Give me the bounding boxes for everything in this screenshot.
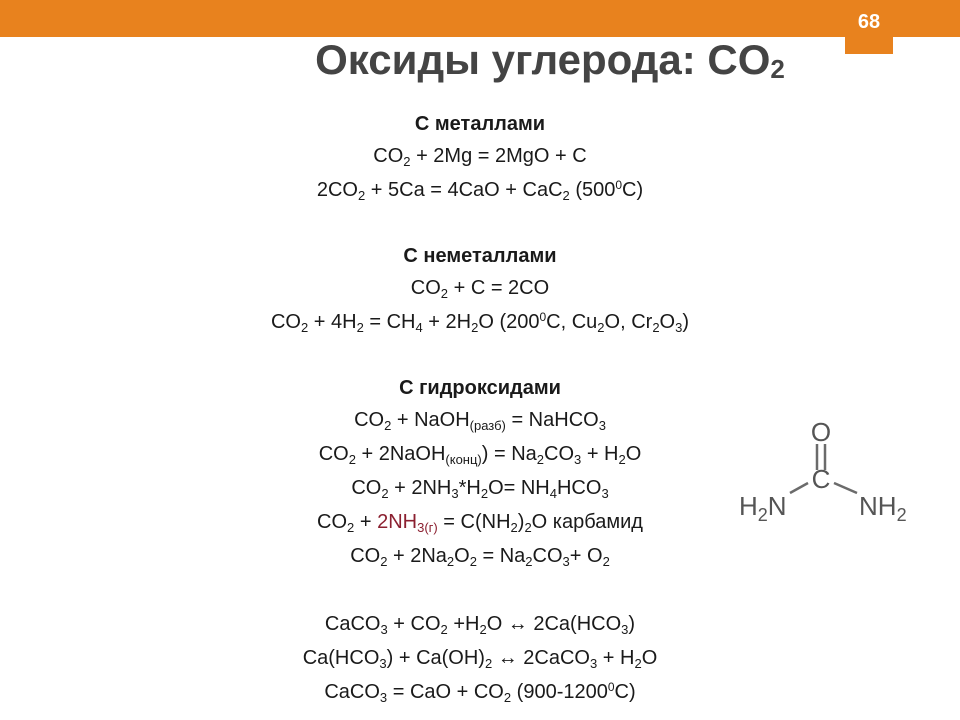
heading-hydroxides: С гидроксидами	[399, 377, 561, 399]
spacer	[0, 339, 960, 373]
urea-structure-diagram	[735, 415, 935, 525]
group-h2n: $H_2N$	[739, 491, 787, 525]
equation-nonmetals-1: $CO_2 + C = 2CO$	[410, 277, 550, 301]
heading-nonmetals: С неметаллами	[403, 245, 557, 267]
slide-title: Оксиды углерода: $CO_2$	[315, 36, 785, 84]
equation-hydroxides-1: $CO_2$ + NaOH$_{(разб)}$ = NaHCO$_3$	[354, 409, 606, 433]
equations-block	[0, 109, 960, 709]
bond-right	[834, 483, 857, 493]
bond-left	[790, 483, 808, 493]
equation-carbonates-1: CaCO$_3$ + $CO_2 +H_2O$ ↔ $2Ca(HCO_3)$	[324, 613, 636, 637]
spacer	[0, 207, 960, 241]
highlighted-reagent: $2NH_{3(г)}$	[377, 511, 438, 535]
equation-carbonates-3: CaCO$_3$ = CaO + $CO_2$ (900-1200$^0$C)	[324, 680, 636, 705]
page-number-badge: 68	[845, 4, 893, 54]
top-accent-bar	[0, 0, 960, 37]
spacer	[0, 573, 960, 607]
equation-metals-1: $CO_2 + 2Mg = 2MgO + C$	[373, 145, 587, 169]
atom-o: O	[810, 417, 832, 447]
urea-structure-svg	[735, 415, 935, 525]
equation-nonmetals-2: $CO_2 + 4H_2 = CH_4 + 2H_2O$ ($200^0C$, $Cu_2O$, $Cr_2O_3$)	[270, 310, 690, 335]
equation-hydroxides-5: $CO_2 + 2Na_2O_2 = Na_2CO_3+ O_2$	[350, 545, 610, 569]
equation-hydroxides-2: $CO_2$ + 2NaOH$_{(конц)}$) = $Na_2CO_3 + H_2O$	[318, 443, 642, 467]
equation-hydroxides-4: $CO_2 + 2NH_{3(г)} = C(NH_2)_2O$ карбамид	[317, 511, 643, 535]
heading-metals: С металлами	[414, 113, 546, 135]
equation-hydroxides-3: $CO_2 + 2NH_3*H_2O= NH_4HCO_3$	[351, 477, 609, 501]
group-nh2: $NH_2$	[859, 491, 907, 525]
equation-carbonates-2: $Ca(HCO_3) + Ca(OH)_2$ ↔ 2CaCO$_3$ + $H_2O$	[302, 647, 658, 671]
atom-c: C	[811, 464, 831, 494]
equation-metals-2: $2CO_2 + 5Ca = 4CaO + CaC_2$ $(500^0C)$	[316, 178, 644, 203]
